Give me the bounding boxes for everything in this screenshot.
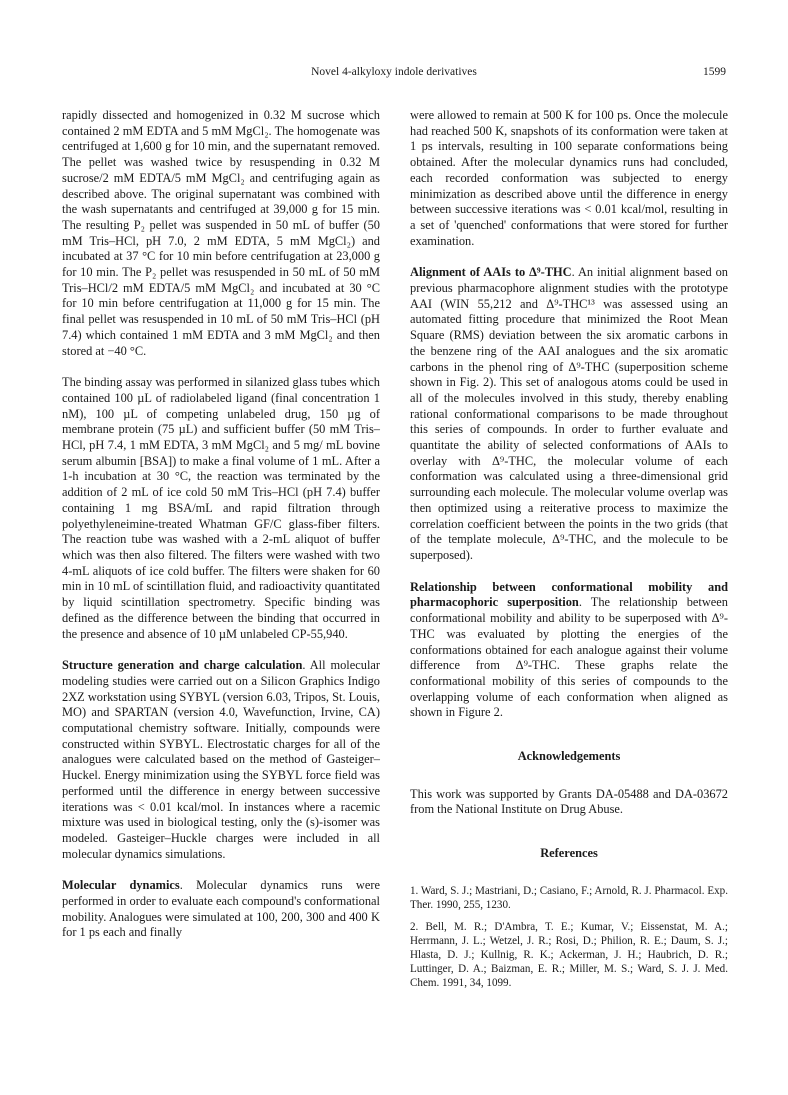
running-head (0, 66, 788, 84)
paragraph-structure-generation (62, 658, 380, 862)
paragraph-molecular-dynamics (62, 878, 380, 941)
right-column (410, 108, 728, 998)
reference-item: 1. Ward, S. J.; Mastriani, D.; Casiano, F.; Arnold, R. J. Pharmacol. Exp. Ther. 1990, 255, 1230. (410, 884, 728, 911)
section-body-alignment: . An initial alignment based on previous pharmacophore alignment studies with the prototype AAI (WIN 55,212 and Δ⁹-THC¹³ was assessed using an automated fitting procedure that minimized the Root Mean Square (RMS) deviation between the six aromatic carbons in the benzene ring of the AAI analogues and the six aromatic carbons in the phenol ring of Δ⁹-THC (superposition scheme shown in Fig. 2). This set of analogous atoms could be used in all of the molecules involved in this study, thereby enabling rational conformational comparisons to be made throughout this series of compounds. In order to further evaluate and quantitate the ability of selected conformations of AAIs to overlay with Δ⁹-THC, the molecular volume of each conformation was calculated using a three-dimensional grid surrounding each molecule. The molecular volume overlap was then optimized using a reiterative process to maximize the correlation coefficient between the points in the two grids (that of the template molecule, Δ⁹-THC, and the molecule to be superposed). (410, 265, 729, 562)
references-list (410, 884, 728, 990)
section-head-structure: Structure generation and charge calculation (62, 658, 303, 673)
references-heading: References (540, 846, 598, 861)
acknowledgements-text: This work was supported by Grants DA-05488 and DA-03672 from the National Institute on Drug Abuse. (410, 786, 728, 817)
reference-item: 2. Bell, M. R.; D'Ambra, T. E.; Kumar, V.; Eissenstat, M. A.; Herrmann, J. L.; Wetzel, J. R.; Rosi, D.; Philion, R. E.; Daum, S. J.; Hlasta, D. J.; Kullnig, R. K.; Ackerman, J. H.; Haubrich, D. R.; Luttinger, D. A.; Baizman, E. R.; Miller, M. S.; Ward, S. J. J. Med. Chem. 1991, 34, 1099. (410, 920, 728, 989)
acknowledgements-heading: Acknowledgements (517, 749, 621, 764)
paragraph-dynamics-continued: were allowed to remain at 500 K for 100 ps. Once the molecule had reached 500 K, snapshots of its conformation were taken at 1 ps intervals, resulting in 100 separate conformations being obtained. After the molecular dynamics runs had concluded, each recorded conformation was subjected to energy minimization as described above until the difference in energy between successive iterations was < 0.01 kcal/mol, resulting in a set of 'quenched' conformations that were stored for further examination. (410, 108, 728, 248)
paragraph-binding-assay: The binding assay was performed in silanized glass tubes which contained 100 µL of radiolabeled ligand (final concentration 1 nM), 100 µL of competing unlabeled drug, 150 µg of membrane protein (75 µL) and sufficient buffer (50 mM Tris–HCl, pH 7.4, 1 mM EDTA, 3 mM MgCl₂ and 5 mg/ mL bovine serum albumin [BSA]) to make a final volume of 1 mL. After a 1-h incubation at 30 °C, the reaction was terminated by the addition of 2 mL of ice cold 50 mM Tris–HCl (pH 7.4) buffer containing 1 mg BSA/mL and rapid filtration through polyethyleneimine-treated Whatman GF/C glass-fiber filters. The reaction tube was washed with a 2-mL aliquot of buffer which was then also filtered. The filters were washed with two 4-mL aliquots of ice cold buffer. The filters were shaken for 60 min in 10 mL of scintillation fluid, and radioactivity quantitated by liquid scintillation spectrometry. Specific binding was defined as the difference between the binding that occurred in the presence and absence of 10 µM unlabeled CP-55,940. (62, 375, 380, 641)
section-head-dynamics: Molecular dynamics (62, 878, 180, 893)
section-body-structure: . All molecular modeling studies were carried out on a Silicon Graphics Indigo 2XZ workstation using SYBYL (version 6.03, Tripos, St. Louis, MO) and SPARTAN (version 4.0, Wavefunction, Irvine, CA) computational chemistry software. Initially, compounds were constructed within SYBYL. Electrostatic charges for all of the analogues were calculated based on the method of Gasteiger–Huckel. Energy minimization using the SYBYL force field was performed until the difference in energy between successive iterations was < 0.01 kcal/mol. In instances where a racemic mixture was used in biological testing, only the (s)-isomer was modeled. Gasteiger–Huckle charges were included in all molecular dynamics simulations. (62, 658, 381, 861)
section-head-relationship: Relationship between conformational mobility and pharmacophoric superposition (410, 579, 728, 610)
left-column (62, 108, 380, 941)
section-body-relationship: . The relationship between conformational mobility and ability to be superposed with Δ⁹-THC was evaluated by plotting the energies of the conformations obtained for each analogue against their volume difference from Δ⁹-THC. These graphs relate the conformational mobility of this series of compounds to the overlapping volume of each conformation when aligned as shown in Figure 2. (410, 595, 728, 720)
paragraph-membrane-prep: rapidly dissected and homogenized in 0.32 M sucrose which contained 2 mM EDTA and 5 mM MgCl₂. The homogenate was centrifuged at 1,600 g for 10 min, and the supernatant removed. The pellet was washed twice by resuspending in 0.32 M sucrose/2 mM EDTA/5 mM MgCl₂ and centrifuging again as described above. The original supernatant was combined with the wash supernatants and centrifuged at 39,000 g for 15 min. The resulting P₂ pellet was suspended in 50 mL of buffer (50 mM Tris–HCl, pH 7.0, 2 mM EDTA, 5 mM MgCl₂) and incubated at 37 °C for 10 min before centrifugation at 23,000 g for 10 min. The P₂ pellet was resuspended in 50 mL of 50 mM Tris–HCl/2 mM EDTA/5 mM MgCl₂ and incubated at 30 °C for 10 min before centrifugation at 11,000 g for 15 min. The final pellet was resuspended in 10 mL of 50 mM Tris–HCl (pH 7.4) which contained 1 mM EDTA and 3 mM MgCl₂ and then stored at −40 °C. (62, 108, 380, 358)
section-body-dynamics: . Molecular dynamics runs were performed in order to evaluate each compound's conformational mobility. Analogues were simulated at 100, 200, 300 and 400 K for 1 ps each and finally (62, 878, 380, 940)
paragraph-relationship (410, 580, 728, 721)
page-number: 1599 (703, 66, 726, 78)
paragraph-alignment (410, 265, 728, 563)
section-head-alignment: Alignment of AAIs to Δ⁹-THC (410, 265, 572, 280)
running-title: Novel 4-alkyloxy indole derivatives (311, 66, 477, 78)
